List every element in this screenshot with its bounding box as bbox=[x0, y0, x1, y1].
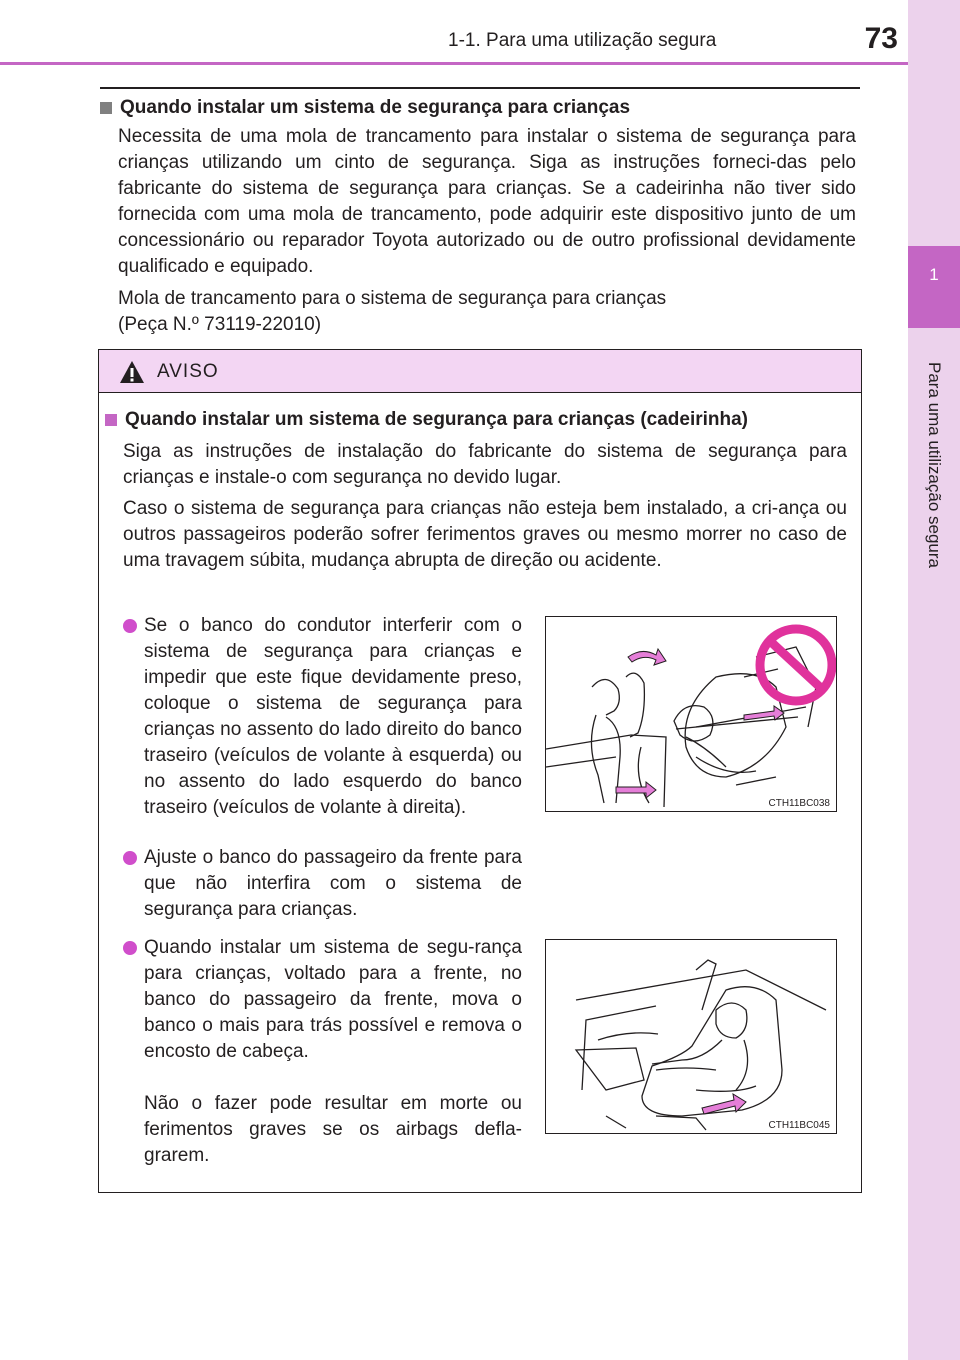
section-heading bbox=[100, 96, 630, 120]
front-seat-illustration bbox=[546, 940, 837, 1134]
warning-heading-text: Quando instalar um sistema de segurança para crianças (cadeirinha) bbox=[125, 409, 749, 430]
warning-paragraph-1: Siga as instruções de instalação do fabricante do sistema de segurança para crianças e instale-o com segurança no devido lugar. bbox=[123, 441, 847, 488]
bullet-text: Quando instalar um sistema de segu-rança para crianças, voltado para a frente, no banco do passageiro da frente, mova o banco o mais para trás possível e remova o encosto de cabeça. bbox=[144, 937, 522, 1062]
bullet-text: Se o banco do condutor interferir com o sistema de segurança para crianças e impedir que este fique devidamente preso, coloque o sistema de segurança para crianças no assento do lado direito do banco traseiro (veículos de volante à esquerda) ou no assento do lado esquerdo do banco traseiro (veículos de volante à direita). bbox=[144, 615, 522, 818]
part-line-2: (Peça N.º 73119-22010) bbox=[118, 314, 322, 335]
header-section-title: 1-1. Para uma utilização segura bbox=[448, 30, 717, 51]
figure-code: CTH11BC045 bbox=[768, 1120, 830, 1131]
warning-box bbox=[98, 349, 862, 1193]
warning-heading bbox=[105, 408, 748, 432]
page-number: 73 bbox=[864, 22, 898, 55]
warning-title: AVISO bbox=[157, 361, 219, 382]
warning-triangle-icon bbox=[119, 360, 145, 384]
section-rule bbox=[100, 87, 860, 89]
seat-interference-illustration bbox=[546, 617, 837, 812]
heading-square-icon bbox=[100, 102, 112, 114]
figure-code: CTH11BC038 bbox=[768, 798, 830, 809]
figure-driver-seat-interference bbox=[545, 616, 837, 812]
section-heading-text: Quando instalar um sistema de segurança para crianças bbox=[120, 97, 631, 118]
warning-bullet-2 bbox=[144, 845, 522, 923]
bullet-dot-icon bbox=[123, 941, 137, 955]
bullet-text: Ajuste o banco do passageiro da frente para que não interfira com o sistema de segurança para crianças. bbox=[144, 847, 522, 920]
chapter-number: 1 bbox=[929, 265, 939, 284]
warning-paragraph-2: Caso o sistema de segurança para crianças não esteja bem instalado, a cri-ança ou outros passageiros poderão sofrer ferimentos graves ou mesmo morrer no caso de uma travagem súbita, mudança abrupta de direção ou acidente. bbox=[123, 498, 847, 571]
part-line-1: Mola de trancamento para o sistema de segurança para crianças bbox=[118, 288, 667, 309]
bullet-dot-icon bbox=[123, 619, 137, 633]
heading-square-icon bbox=[105, 414, 117, 426]
warning-bullet-3-continued: Não o fazer pode resultar em morte ou ferimentos graves se os airbags defla-grarem. bbox=[144, 1093, 522, 1166]
warning-bullet-1 bbox=[144, 613, 522, 821]
chapter-title: Para uma utilização segura bbox=[925, 361, 944, 569]
figure-front-passenger-seat bbox=[545, 939, 837, 1134]
section-paragraph: Necessita de uma mola de trancamento para instalar o sistema de segurança para crianças utilizando um cinto de segurança. Siga as instruções forneci-das pelo fabricante do sistema de segurança para crianças. Se a cadeirinha não tiver sido fornecida com uma mola de trancamento, pode adquirir este dispositivo junto de um concessionário ou reparador Toyota autorizado ou de outro profissional devidamente qualificado e equipado. bbox=[118, 126, 856, 277]
chapter-sidebar bbox=[908, 0, 960, 1360]
chapter-tab bbox=[908, 246, 960, 328]
warning-header bbox=[99, 350, 861, 393]
bullet-dot-icon bbox=[123, 851, 137, 865]
warning-bullet-3 bbox=[144, 935, 522, 1065]
header-rule bbox=[0, 62, 908, 65]
